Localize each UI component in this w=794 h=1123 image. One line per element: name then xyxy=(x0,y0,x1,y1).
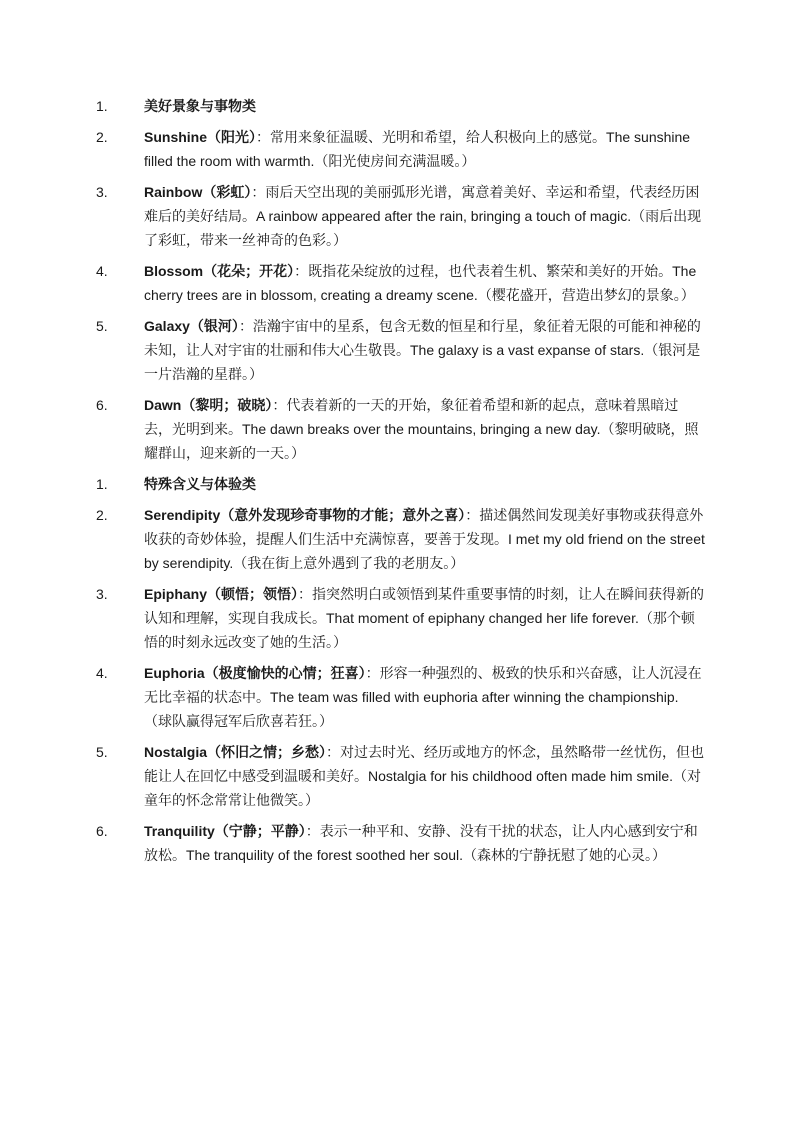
list-number: 2. xyxy=(96,507,108,523)
list-item-body xyxy=(144,740,706,812)
list-number: 3. xyxy=(96,586,108,602)
term: Sunshine（阳光） xyxy=(144,129,257,145)
list-item-body xyxy=(144,503,706,575)
list-item-body xyxy=(144,314,706,386)
list-number: 4. xyxy=(96,263,108,279)
list-item xyxy=(96,259,706,307)
term: Nostalgia（怀旧之情；乡愁） xyxy=(144,744,327,760)
section-title: 美好景象与事物类 xyxy=(144,98,256,114)
list-item-body xyxy=(144,582,706,654)
term: Tranquility（宁静；平静） xyxy=(144,823,306,839)
list-item xyxy=(96,582,706,654)
definition: ：对过去时光、经历或地方的怀念，虽然略带一丝忧伤，但也能让人在回忆中感受到温暖和美好。Nostalgia for his childhood often made him smile.（对童年的怀念常常让他微笑。） xyxy=(144,744,705,808)
list-item xyxy=(96,125,706,173)
list-number: 1. xyxy=(96,476,108,492)
list-item xyxy=(96,503,706,575)
section-title: 特殊含义与体验类 xyxy=(144,476,256,492)
definition: ：表示一种平和、安静、没有干扰的状态，让人内心感到安宁和放松。The tranquility of the forest soothed her soul.（森林的宁静抚慰了她的心灵。） xyxy=(144,823,698,863)
definition: ：形容一种强烈的、极致的快乐和兴奋感，让人沉浸在无比幸福的状态中。The team was filled with euphoria after winning the championship.（球队赢得冠军后欣喜若狂。） xyxy=(144,665,702,729)
list-number: 6. xyxy=(96,823,108,839)
definition: ：既指花朵绽放的过程，也代表着生机、繁荣和美好的开始。The cherry trees are in blossom, creating a dreamy scene.（樱花盛开，营造出梦幻的景象。） xyxy=(144,263,697,303)
list-item-body xyxy=(144,393,706,465)
definition: ：描述偶然间发现美好事物或获得意外收获的奇妙体验，提醒人们生活中充满惊喜，要善于发现。I met my old friend on the street by serendipity.（我在街上意外遇到了我的老朋友。） xyxy=(144,507,705,571)
list-item xyxy=(96,393,706,465)
list-item xyxy=(96,180,706,252)
list-number: 4. xyxy=(96,665,108,681)
list-item-body xyxy=(144,819,706,867)
list-item-body xyxy=(144,259,706,307)
section-heading xyxy=(96,94,706,118)
list-item xyxy=(96,819,706,867)
list-number: 5. xyxy=(96,318,108,334)
list-item-body xyxy=(144,180,706,252)
list-number: 5. xyxy=(96,744,108,760)
definition: ：雨后天空出现的美丽弧形光谱，寓意着美好、幸运和希望，代表经历困难后的美好结局。A rainbow appeared after the rain, bringing a touch of magic.（雨后出现了彩虹，带来一丝神奇的色彩。） xyxy=(144,184,702,248)
list-number: 1. xyxy=(96,98,108,114)
term: Euphoria（极度愉快的心情；狂喜） xyxy=(144,665,366,681)
list-number: 6. xyxy=(96,397,108,413)
definition: ：代表着新的一天的开始，象征着希望和新的起点，意味着黑暗过去，光明到来。The dawn breaks over the mountains, bringing a new day.（黎明破晓，照耀群山，迎来新的一天。） xyxy=(144,397,699,461)
term: Serendipity（意外发现珍奇事物的才能；意外之喜） xyxy=(144,507,466,523)
list-item xyxy=(96,740,706,812)
definition: ：常用来象征温暖、光明和希望，给人积极向上的感觉。The sunshine filled the room with warmth.（阳光使房间充满温暖。） xyxy=(144,129,691,169)
list-item xyxy=(96,314,706,386)
term: Epiphany（顿悟；领悟） xyxy=(144,586,299,602)
list-number: 3. xyxy=(96,184,108,200)
list-number: 2. xyxy=(96,129,108,145)
definition: ：指突然明白或领悟到某件重要事情的时刻，让人在瞬间获得新的认知和理解，实现自我成长。That moment of epiphany changed her life forever.（那个顿悟的时刻永远改变了她的生活。） xyxy=(144,586,705,650)
list-item-body xyxy=(144,125,706,173)
section-heading xyxy=(96,472,706,496)
definition: ：浩瀚宇宙中的星系，包含无数的恒星和行星，象征着无限的可能和神秘的未知，让人对宇宙的壮丽和伟大心生敬畏。The galaxy is a vast expanse of stars.（银河是一片浩瀚的星群。） xyxy=(144,318,701,382)
term: Rainbow（彩虹） xyxy=(144,184,252,200)
list-item-body xyxy=(144,661,706,733)
list-item xyxy=(96,661,706,733)
term: Blossom（花朵；开花） xyxy=(144,263,295,279)
numbered-list xyxy=(96,94,706,874)
term: Galaxy（银河） xyxy=(144,318,239,334)
term: Dawn（黎明；破晓） xyxy=(144,397,273,413)
